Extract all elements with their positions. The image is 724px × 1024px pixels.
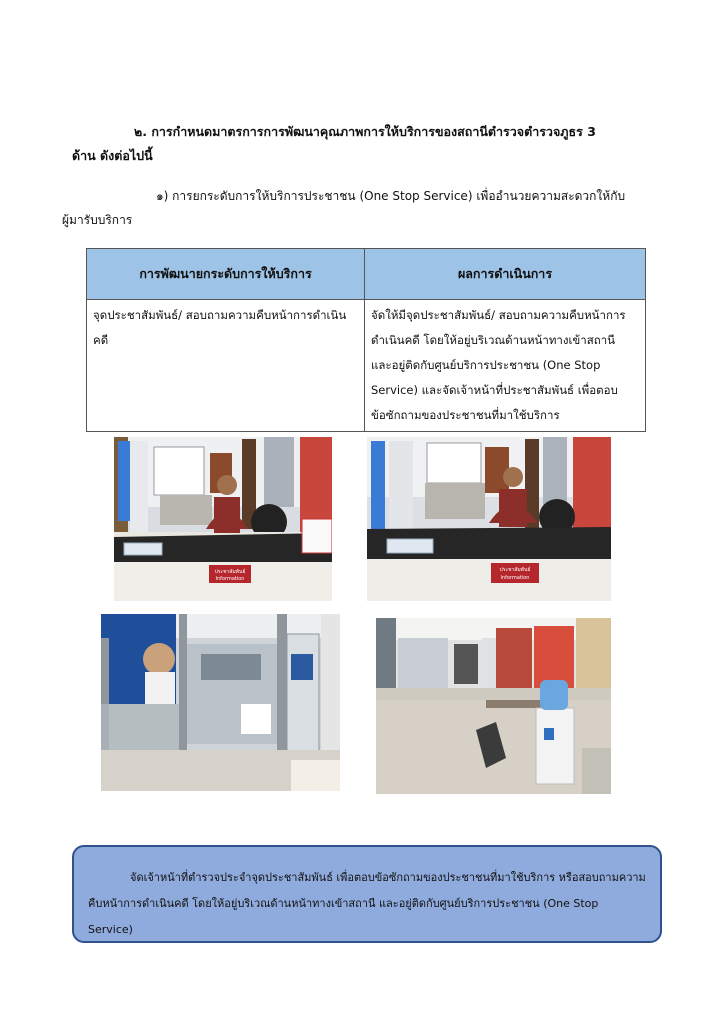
table-cell-result	[365, 300, 646, 432]
heading-line-2: ด้าน ดังต่อไปนี้	[72, 148, 153, 163]
summary-callout	[72, 845, 662, 943]
item-line-2: ผู้มารับบริการ	[62, 213, 133, 227]
result-line: ดำเนินคดี โดยให้อยู่บริเวณด้านหน้าทางเข้าสถานี	[371, 333, 616, 347]
callout-line-1: จัดเจ้าหน้าที่ตำรวจประจำจุดประชาสัมพันธ์ เพื่อตอบข้อซักถามของประชาชนที่มาใช้บริการ หรือสอบถามความ	[130, 871, 646, 884]
table-header-row	[87, 249, 646, 300]
table-header-improvement: การพัฒนายกระดับการให้บริการ	[87, 249, 365, 300]
result-line: Service) และจัดเจ้าหน้าที่ประชาสัมพันธ์ เพื่อตอบ	[371, 383, 618, 397]
desk-sign-label: ประชาสัมพันธ์	[499, 567, 531, 573]
item-paragraph	[62, 184, 672, 232]
table-row	[87, 300, 646, 432]
result-line: และอยู่ติดกับศูนย์บริการประชาชน (One Stop	[371, 358, 601, 372]
result-line: จัดให้มีจุดประชาสัมพันธ์/ สอบถามความคืบหน้าการ	[371, 308, 626, 322]
photo-officer-desk-2	[367, 437, 611, 601]
table-header-result: ผลการดำเนินการ	[365, 249, 646, 300]
callout-line-2: คืบหน้าการดำเนินคดี โดยให้อยู่บริเวณด้านหน้าทางเข้าสถานี และอยู่ติดกับศูนย์บริการประชาชน (One Stop Service)	[88, 897, 599, 936]
photo-service-hall	[376, 618, 611, 794]
service-table	[86, 248, 646, 432]
photo-station-entrance	[101, 614, 340, 791]
desk-sign-label: ประชาสัมพันธ์	[214, 569, 246, 575]
result-line: ข้อซักถามของประชาชนที่มาใช้บริการ	[371, 408, 560, 422]
desk-sign-label-en: Information	[500, 575, 530, 581]
table-cell-improvement: จุดประชาสัมพันธ์/ สอบถามความคืบหน้าการดำเนินคดี	[87, 300, 365, 432]
desk-sign-label-en: Information	[215, 576, 245, 582]
heading-line-1: ๒. การกำหนดมาตรการการพัฒนาคุณภาพการให้บริการของสถานีตำรวจตำรวจภูธร 3	[134, 124, 596, 139]
item-line-1: ๑) การยกระดับการให้บริการประชาชน (One Stop Service) เพื่ออำนวยความสะดวกให้กับ	[156, 189, 626, 203]
section-heading	[72, 120, 672, 168]
photo-officer-desk-1	[114, 437, 332, 601]
